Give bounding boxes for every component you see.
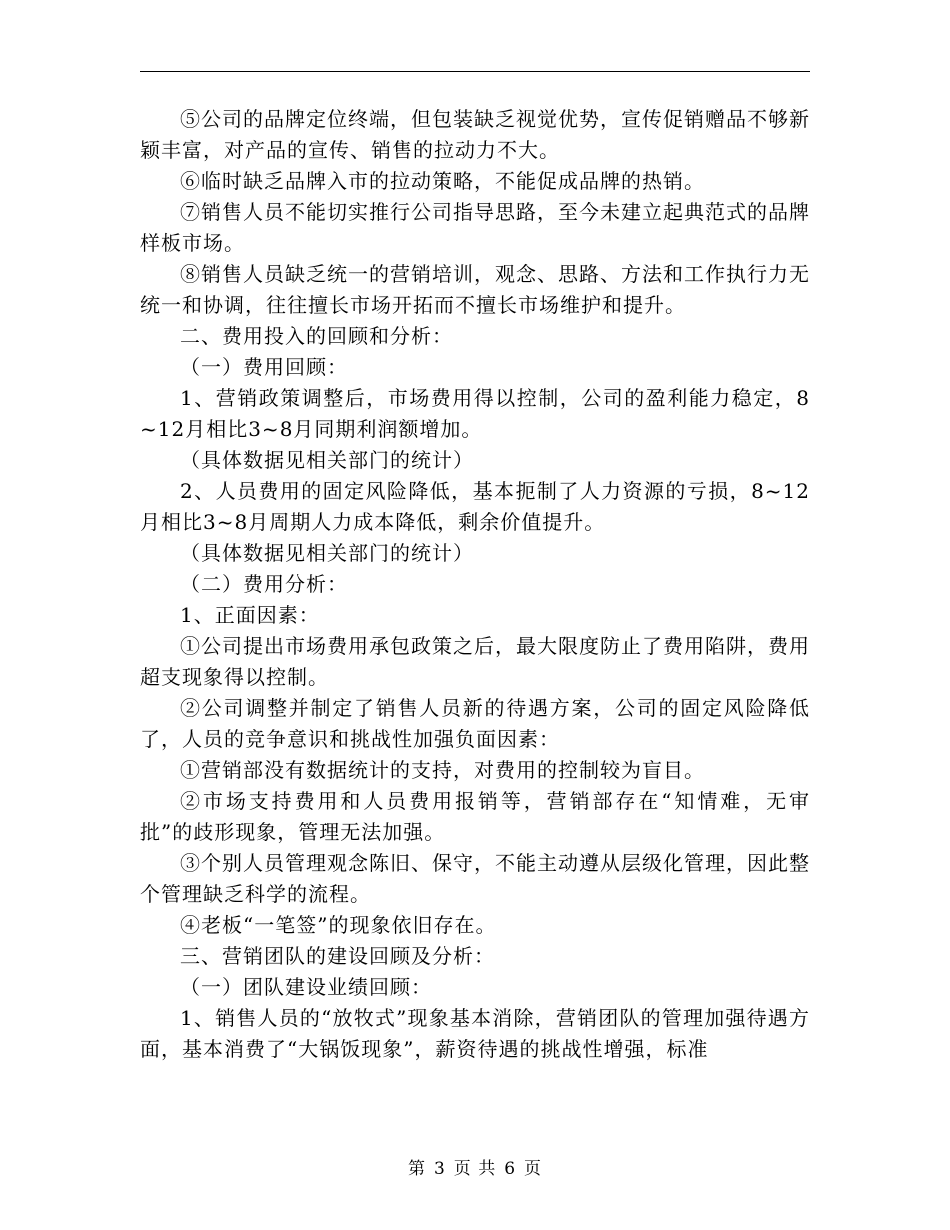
- footer-suffix: 页: [524, 1159, 543, 1179]
- paragraph: （具体数据见相关部门的统计）: [180, 541, 474, 565]
- paragraph: （具体数据见相关部门的统计）: [180, 448, 474, 472]
- paragraph: ④老板“一笔签”的现象依旧存在。: [180, 913, 497, 937]
- document-body: [140, 104, 810, 1065]
- subsection-heading: （一）费用回顾：: [180, 355, 348, 379]
- paragraph: ①营销部没有数据统计的支持，对费用的控制较为盲目。: [180, 758, 705, 782]
- paragraph: 2、人员费用的固定风险降低，基本扼制了人力资源的亏损，8~12月相比3~8月周期人力成本降低，剩余价值提升。: [140, 479, 810, 534]
- subsection-heading: （一）团队建设业绩回顾：: [180, 975, 432, 999]
- total-pages-number: 6: [504, 1159, 517, 1179]
- paragraph: ②公司调整并制定了销售人员新的待遇方案，公司的固定风险降低了，人员的竞争意识和挑战性加强负面因素：: [140, 696, 810, 751]
- header-rule: [140, 71, 810, 72]
- section-heading: 三、营销团队的建设回顾及分析：: [180, 944, 495, 968]
- paragraph: ①公司提出市场费用承包政策之后，最大限度防止了费用陷阱，费用超支现象得以控制。: [140, 634, 810, 689]
- paragraph: ②市场支持费用和人员费用报销等，营销部存在“知情难，无审批”的歧形现象，管理无法加强。: [140, 789, 810, 844]
- current-page-number: 3: [433, 1159, 446, 1179]
- footer-middle: 页 共: [453, 1159, 497, 1179]
- paragraph: 1、营销政策调整后，市场费用得以控制，公司的盈利能力稳定，8~12月相比3~8月同期利润额增加。: [140, 386, 810, 441]
- paragraph: 1、正面因素：: [180, 603, 320, 627]
- page-footer: [0, 1154, 950, 1179]
- paragraph: 1、销售人员的“放牧式”现象基本消除，营销团队的管理加强待遇方面，基本消费了“大锅饭现象”，薪资待遇的挑战性增强，标准: [140, 1006, 810, 1061]
- paragraph: ⑧销售人员缺乏统一的营销培训，观念、思路、方法和工作执行力无统一和协调，往往擅长市场开拓而不擅长市场维护和提升。: [140, 262, 810, 317]
- paragraph: ③个别人员管理观念陈旧、保守，不能主动遵从层级化管理，因此整个管理缺乏科学的流程。: [140, 851, 810, 906]
- paragraph: ⑥临时缺乏品牌入市的拉动策略，不能促成品牌的热销。: [180, 169, 705, 193]
- paragraph: ⑦销售人员不能切实推行公司指导思路，至今未建立起典范式的品牌样板市场。: [140, 200, 810, 255]
- paragraph: ⑤公司的品牌定位终端，但包装缺乏视觉优势，宣传促销赠品不够新颖丰富，对产品的宣传、销售的拉动力不大。: [140, 107, 810, 162]
- section-heading: 二、费用投入的回顾和分析：: [180, 324, 453, 348]
- subsection-heading: （二）费用分析：: [180, 572, 348, 596]
- footer-prefix: 第: [407, 1159, 426, 1179]
